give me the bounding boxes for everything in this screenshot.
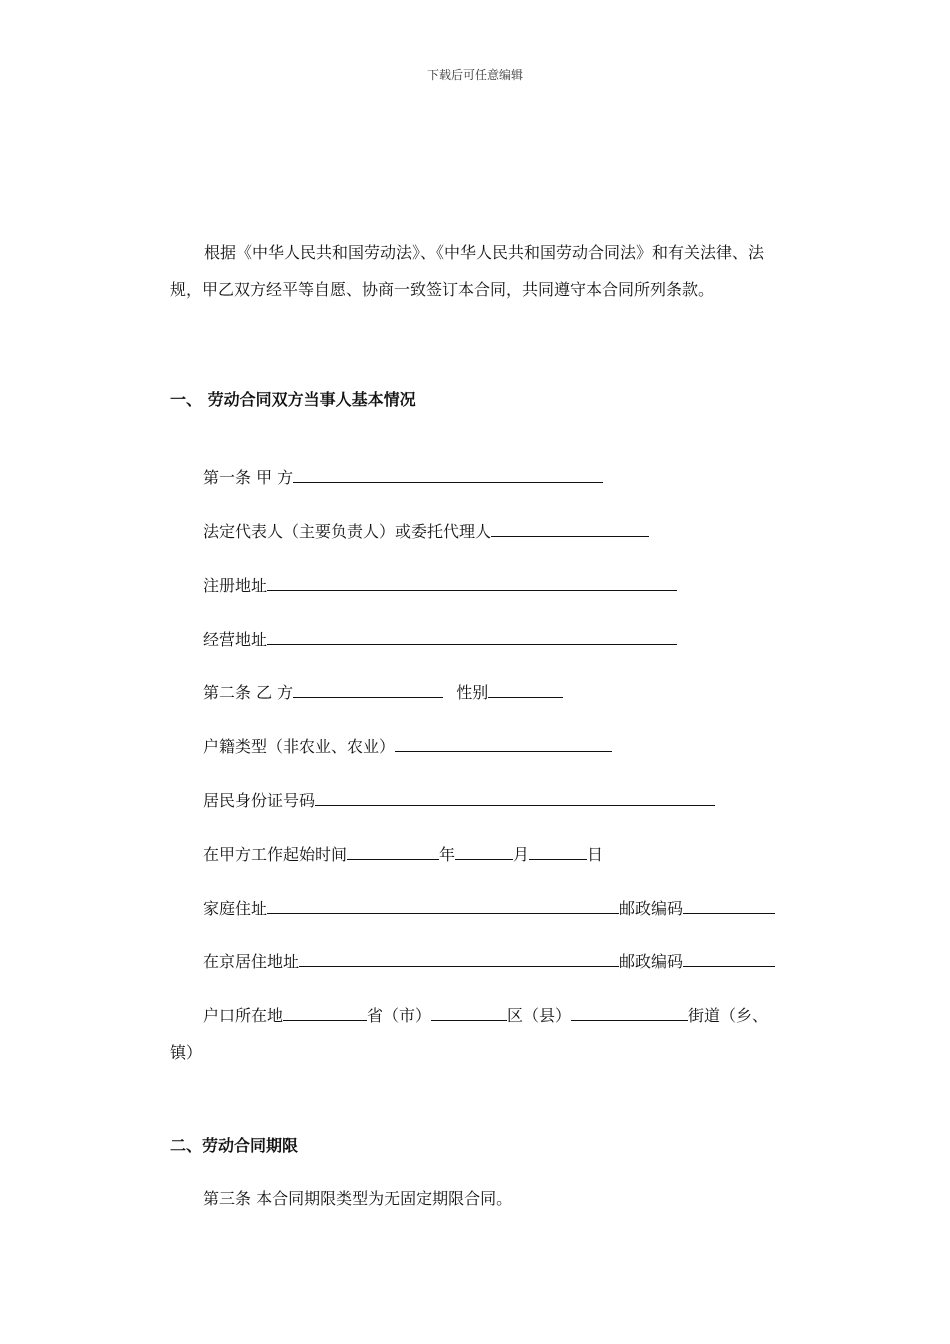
start-year-field[interactable] [347, 845, 439, 860]
start-date-row [203, 842, 603, 865]
biz-address-field[interactable] [267, 630, 677, 645]
household-label: 户籍类型（非农业、农业） [203, 737, 396, 756]
hukou-province-field[interactable] [283, 1006, 367, 1021]
reg-address-row [203, 573, 677, 596]
home-label: 家庭住址 [203, 899, 268, 918]
legal-rep-label: 法定代表人（主要负责人）或委托代理人 [203, 522, 492, 541]
household-field[interactable] [395, 737, 612, 752]
article1-label: 第一条 甲 方 [203, 468, 294, 487]
town-label: 镇） [170, 1043, 203, 1062]
party-a-field[interactable] [293, 468, 603, 483]
article1-row [203, 465, 603, 488]
beijing-row [203, 949, 775, 972]
start-label: 在甲方工作起始时间 [203, 845, 348, 864]
household-row [203, 734, 612, 757]
beijing-postcode-field[interactable] [683, 952, 775, 967]
day-label: 日 [587, 845, 604, 864]
biz-address-label: 经营地址 [203, 630, 268, 649]
start-month-field[interactable] [455, 845, 513, 860]
article3-text: 第三条 本合同期限类型为无固定期限合同。 [203, 1189, 513, 1208]
province-label: 省（市） [367, 1006, 432, 1025]
reg-address-label: 注册地址 [203, 576, 268, 595]
home-row [203, 896, 775, 919]
reg-address-field[interactable] [267, 576, 677, 591]
legal-rep-field[interactable] [491, 522, 649, 537]
biz-address-row [203, 627, 677, 650]
legal-rep-row [203, 519, 649, 542]
month-label: 月 [513, 845, 530, 864]
section1-heading: 一、 劳动合同双方当事人基本情况 [170, 390, 416, 409]
beijing-label: 在京居住地址 [203, 952, 300, 971]
district-label: 区（县） [507, 1006, 572, 1025]
gender-label: 性别 [456, 683, 489, 702]
hukou-label: 户口所在地 [203, 1006, 284, 1025]
beijing-field[interactable] [299, 952, 619, 967]
article2-row [203, 680, 563, 703]
hukou-district-field[interactable] [431, 1006, 507, 1021]
start-day-field[interactable] [529, 845, 587, 860]
id-row [203, 788, 715, 811]
section2-heading: 二、劳动合同期限 [170, 1136, 299, 1155]
article2-label: 第二条 乙 方 [203, 683, 294, 702]
intro-paragraph: 根据《中华人民共和国劳动法》、《中华人民共和国劳动合同法》和有关法律、法规，甲乙双方经平等自愿、协商一致签订本合同，共同遵守本合同所列条款。 [170, 243, 765, 299]
hukou-row [203, 1003, 768, 1026]
year-label: 年 [439, 845, 456, 864]
id-field[interactable] [315, 791, 715, 806]
header-note: 下载后可任意编辑 [426, 68, 523, 82]
home-field[interactable] [267, 899, 619, 914]
postcode-label: 邮政编码 [619, 899, 684, 918]
hukou-street-field[interactable] [571, 1006, 688, 1021]
street-label: 街道（乡、 [688, 1006, 769, 1025]
id-label: 居民身份证号码 [203, 791, 316, 810]
home-postcode-field[interactable] [683, 899, 775, 914]
party-b-field[interactable] [293, 683, 443, 698]
gender-field[interactable] [488, 683, 563, 698]
postcode-label-2: 邮政编码 [619, 952, 684, 971]
